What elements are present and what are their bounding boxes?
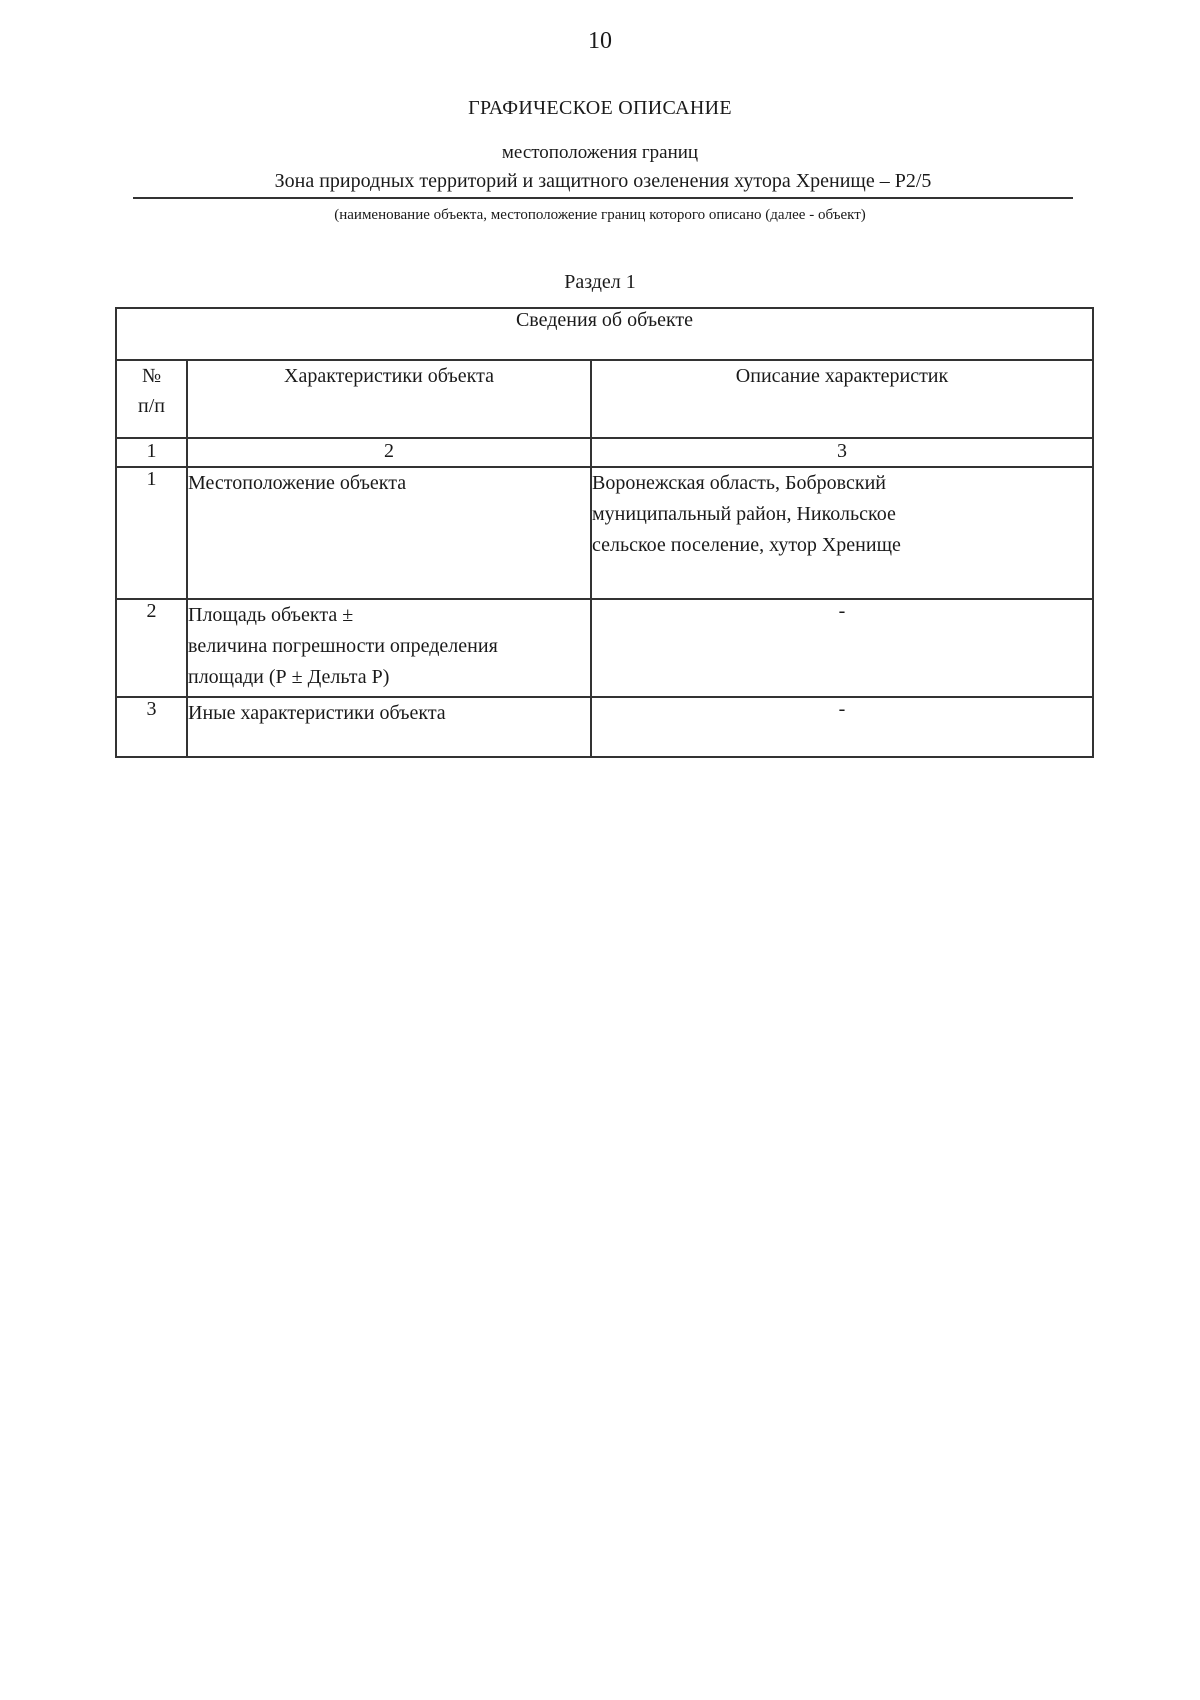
object-name-caption: (наименование объекта, местоположение границ которого описано (далее - объект) <box>334 207 866 223</box>
document-title: ГРАФИЧЕСКОЕ ОПИСАНИЕ <box>468 97 732 119</box>
cell-line: Местоположение объекта <box>188 472 407 494</box>
table-row <box>116 599 1093 697</box>
column-number: 3 <box>591 438 1093 467</box>
document-subtitle: местоположения границ <box>501 142 699 163</box>
table-row <box>116 697 1093 757</box>
object-info-table <box>115 307 1094 758</box>
header-number <box>116 360 187 438</box>
cell-line: величина погрешности определения <box>188 635 498 657</box>
object-name: Зона природных территорий и защитного озеленения хутора Хренище – Р2/5 <box>133 170 1073 199</box>
row-characteristic <box>187 467 591 599</box>
cell-line: сельское поселение, хутор Хренище <box>592 534 901 556</box>
row-description: - <box>591 599 1093 697</box>
row-characteristic <box>187 599 591 697</box>
row-characteristic <box>187 697 591 757</box>
row-description <box>591 467 1093 599</box>
header-description: Описание характеристик <box>591 360 1093 438</box>
header-number-line1: № <box>141 365 162 387</box>
row-number: 3 <box>116 697 187 757</box>
table-caption-row <box>116 308 1093 360</box>
section-title: Раздел 1 <box>564 271 636 293</box>
cell-line: Площадь объекта ± <box>188 604 354 626</box>
row-number: 2 <box>116 599 187 697</box>
page-number: 10 <box>588 28 612 54</box>
column-number: 2 <box>187 438 591 467</box>
cell-line: Иные характеристики объекта <box>188 702 446 724</box>
row-description: - <box>591 697 1093 757</box>
header-characteristic: Характеристики объекта <box>187 360 591 438</box>
column-number: 1 <box>116 438 187 467</box>
table-caption: Сведения об объекте <box>116 308 1093 360</box>
cell-line: площади (Р ± Дельта Р) <box>188 666 390 688</box>
header-number-line2: п/п <box>138 395 165 417</box>
row-number: 1 <box>116 467 187 599</box>
table-header-row <box>116 360 1093 438</box>
column-number-row <box>116 438 1093 467</box>
table-row <box>116 467 1093 599</box>
cell-line: Воронежская область, Бобровский <box>592 472 887 494</box>
cell-line: муниципальный район, Никольское <box>592 503 896 525</box>
